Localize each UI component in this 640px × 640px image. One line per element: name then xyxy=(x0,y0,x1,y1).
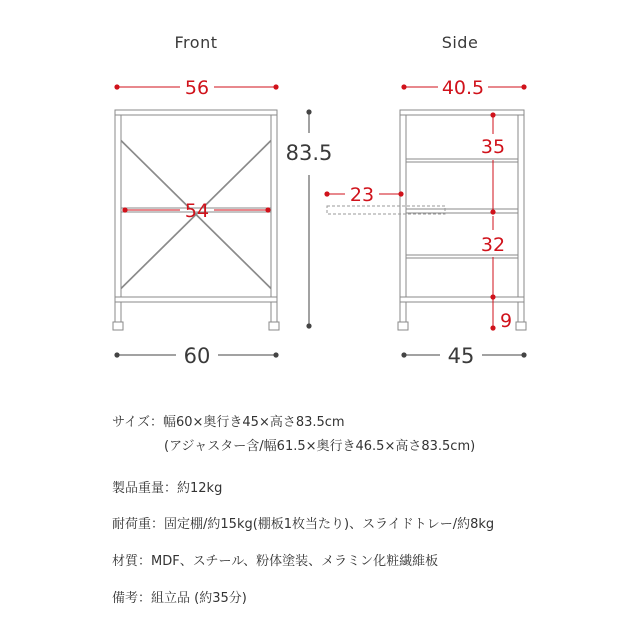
side-depth-top-label: 40.5 xyxy=(441,77,485,99)
side-title: Side xyxy=(441,33,479,52)
spec-size xyxy=(112,414,345,432)
front-height-dimension xyxy=(286,109,333,328)
side-depth-bottom-dimension xyxy=(401,344,526,368)
side-gap-middle-label: 32 xyxy=(480,234,506,256)
spec-size-adjuster-value: (アジャスター含/幅61.5×奥行き46.5×高さ83.5cm) xyxy=(164,439,476,454)
spec-weight-label: 製品重量： xyxy=(112,481,178,496)
front-width-bottom-label: 60 xyxy=(183,344,211,368)
spec-size-value: 幅60×奥行き45×高さ83.5cm xyxy=(162,415,345,430)
side-gap-bottom-label: 9 xyxy=(499,310,513,332)
spec-material-label: 材質： xyxy=(112,554,152,569)
spec-load xyxy=(112,516,494,534)
spec-weight xyxy=(112,480,222,498)
spec-load-value: 固定棚/約15kg(棚板1枚当たり)、スライドトレー/約8kg xyxy=(164,517,495,532)
side-tray-offset-label: 23 xyxy=(349,184,375,206)
spec-material-value: MDF、スチール、粉体塗装、メラミン化粧繊維板 xyxy=(151,554,439,569)
side-gap-top-label: 35 xyxy=(480,136,506,158)
front-width-bottom-dimension xyxy=(114,344,278,368)
front-width-top-label: 56 xyxy=(184,77,210,99)
side-frame xyxy=(398,110,526,330)
spec-weight-value: 約12kg xyxy=(177,481,223,496)
spec-note-label: 備考： xyxy=(112,591,152,606)
spec-material xyxy=(112,553,438,571)
spec-size-label: サイズ： xyxy=(112,415,163,430)
front-title: Front xyxy=(174,33,218,52)
front-width-top-dimension xyxy=(114,77,278,99)
front-height-label: 83.5 xyxy=(285,141,333,165)
spec-note xyxy=(112,590,247,608)
spec-note-value: 組立品 (約35分) xyxy=(151,591,247,606)
side-depth-top-dimension xyxy=(401,77,526,99)
side-depth-bottom-label: 45 xyxy=(447,344,475,368)
spec-size-adjuster xyxy=(112,438,475,456)
side-tray-offset-dimension xyxy=(324,184,403,206)
spec-load-label: 耐荷重： xyxy=(112,517,165,532)
front-shelf-inner-label: 54 xyxy=(184,200,210,222)
